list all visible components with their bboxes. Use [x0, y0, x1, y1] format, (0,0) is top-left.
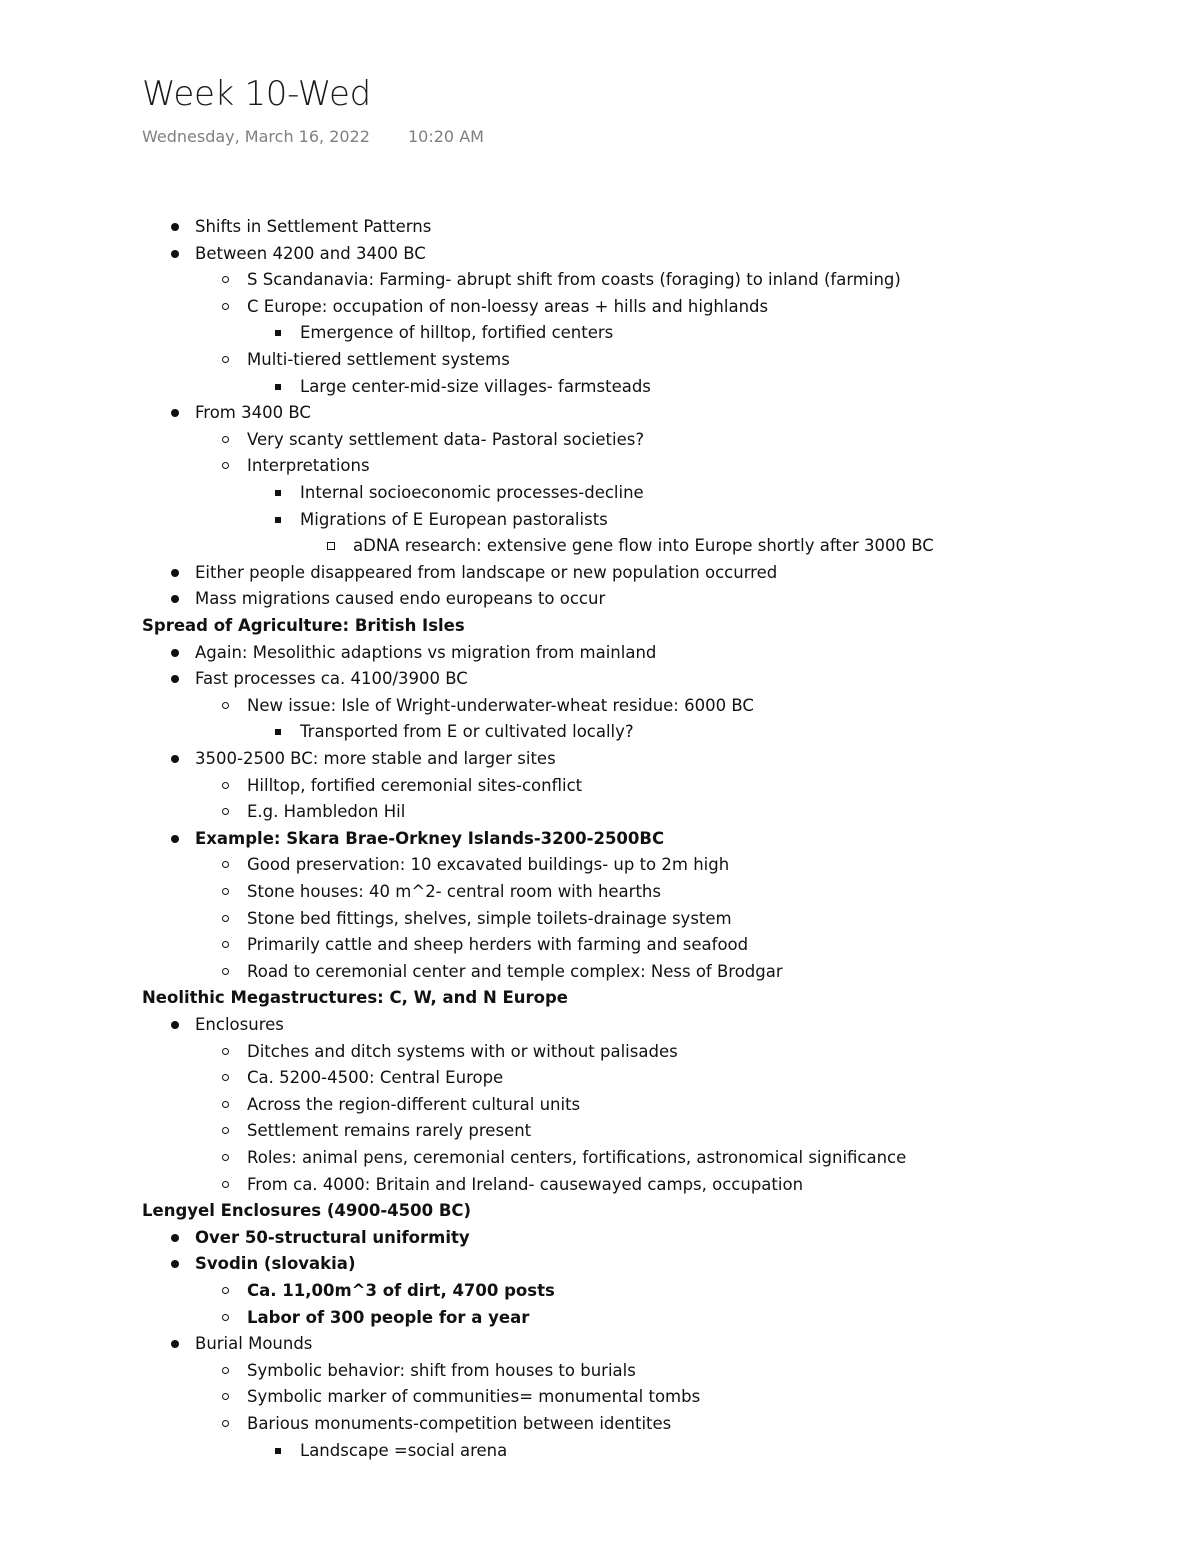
list-item: Very scanty settlement data- Pastoral societies? — [247, 430, 645, 449]
list-item: Hilltop, fortified ceremonial sites-conflict — [247, 776, 583, 795]
list-item: aDNA research: extensive gene flow into Europe shortly after 3000 BC — [353, 536, 934, 555]
square-bullet-icon — [275, 490, 281, 496]
list-item: Over 50-structural uniformity — [195, 1228, 470, 1247]
circle-bullet-icon — [222, 1048, 229, 1055]
circle-bullet-icon — [222, 1420, 229, 1427]
square-bullet-icon — [275, 330, 281, 336]
list-item: Large center-mid-size villages- farmsteads — [300, 377, 651, 396]
list-item: S Scandanavia: Farming- abrupt shift from coasts (foraging) to inland (farming) — [247, 270, 901, 289]
list-item: Mass migrations caused endo europeans to occur — [195, 589, 606, 608]
list-item: E.g. Hambledon Hil — [247, 802, 406, 821]
disc-bullet-icon — [171, 649, 179, 657]
list-item: Interpretations — [247, 456, 370, 475]
circle-bullet-icon — [222, 941, 229, 948]
circle-bullet-icon — [222, 702, 229, 709]
circle-bullet-icon — [222, 1154, 229, 1161]
circle-bullet-icon — [222, 1367, 229, 1374]
square-bullet-icon — [275, 1448, 281, 1454]
disc-bullet-icon — [171, 1234, 179, 1242]
disc-bullet-icon — [171, 1021, 179, 1029]
list-item: Again: Mesolithic adaptions vs migration from mainland — [195, 643, 657, 662]
list-item: Symbolic behavior: shift from houses to burials — [247, 1361, 636, 1380]
disc-bullet-icon — [171, 595, 179, 603]
circle-bullet-icon — [222, 1287, 229, 1294]
disc-bullet-icon — [171, 755, 179, 763]
list-item: Settlement remains rarely present — [247, 1121, 532, 1140]
circle-bullet-icon — [222, 436, 229, 443]
section-heading: Neolithic Megastructures: C, W, and N Europe — [142, 988, 568, 1007]
page-title: Week 10-Wed — [142, 74, 371, 114]
circle-bullet-icon — [222, 1181, 229, 1188]
disc-bullet-icon — [171, 409, 179, 417]
disc-bullet-icon — [171, 675, 179, 683]
list-item: Ca. 5200-4500: Central Europe — [247, 1068, 504, 1087]
circle-bullet-icon — [222, 1127, 229, 1134]
list-item: Landscape =social arena — [300, 1441, 508, 1460]
circle-bullet-icon — [222, 356, 229, 363]
circle-bullet-icon — [222, 1074, 229, 1081]
list-item: Internal socioeconomic processes-decline — [300, 483, 644, 502]
list-item: New issue: Isle of Wright-underwater-wheat residue: 6000 BC — [247, 696, 754, 715]
list-item: Enclosures — [195, 1015, 284, 1034]
square-bullet-icon — [275, 384, 281, 390]
circle-bullet-icon — [222, 1393, 229, 1400]
square-bullet-icon — [275, 729, 281, 735]
square-bullet-icon — [275, 517, 281, 523]
disc-bullet-icon — [171, 223, 179, 231]
disc-bullet-icon — [171, 1260, 179, 1268]
note-time: 10:20 AM — [408, 127, 484, 146]
list-item: Good preservation: 10 excavated buildings- up to 2m high — [247, 855, 730, 874]
list-item: Example: Skara Brae-Orkney Islands-3200-2500BC — [195, 829, 665, 848]
list-item: Multi-tiered settlement systems — [247, 350, 510, 369]
disc-bullet-icon — [171, 569, 179, 577]
list-item: Between 4200 and 3400 BC — [195, 244, 426, 263]
list-item: Symbolic marker of communities= monumental tombs — [247, 1387, 701, 1406]
disc-bullet-icon — [171, 250, 179, 258]
note-timestamp — [142, 127, 484, 146]
circle-bullet-icon — [222, 968, 229, 975]
list-item: Road to ceremonial center and temple complex: Ness of Brodgar — [247, 962, 783, 981]
list-item: Transported from E or cultivated locally? — [300, 722, 634, 741]
list-item: Primarily cattle and sheep herders with farming and seafood — [247, 935, 749, 954]
circle-bullet-icon — [222, 1101, 229, 1108]
list-item: From ca. 4000: Britain and Ireland- causewayed camps, occupation — [247, 1175, 804, 1194]
list-item: Ca. 11,00m^3 of dirt, 4700 posts — [247, 1281, 555, 1300]
list-item: 3500-2500 BC: more stable and larger sites — [195, 749, 556, 768]
list-item: Roles: animal pens, ceremonial centers, fortifications, astronomical significance — [247, 1148, 907, 1167]
circle-bullet-icon — [222, 915, 229, 922]
list-item: Migrations of E European pastoralists — [300, 510, 608, 529]
note-date: Wednesday, March 16, 2022 — [142, 127, 370, 146]
circle-bullet-icon — [222, 782, 229, 789]
list-item: Stone bed fittings, shelves, simple toilets-drainage system — [247, 909, 732, 928]
disc-bullet-icon — [171, 1340, 179, 1348]
circle-bullet-icon — [222, 303, 229, 310]
list-item: Emergence of hilltop, fortified centers — [300, 323, 614, 342]
circle-bullet-icon — [222, 808, 229, 815]
section-heading: Spread of Agriculture: British Isles — [142, 616, 465, 635]
list-item: Barious monuments-competition between identites — [247, 1414, 672, 1433]
list-item: Svodin (slovakia) — [195, 1254, 356, 1273]
circle-bullet-icon — [222, 1314, 229, 1321]
circle-bullet-icon — [222, 861, 229, 868]
list-item: Fast processes ca. 4100/3900 BC — [195, 669, 468, 688]
circle-bullet-icon — [222, 888, 229, 895]
hollow-square-bullet-icon — [327, 542, 335, 550]
list-item: Across the region-different cultural units — [247, 1095, 581, 1114]
list-item: From 3400 BC — [195, 403, 311, 422]
disc-bullet-icon — [171, 835, 179, 843]
list-item: Burial Mounds — [195, 1334, 313, 1353]
circle-bullet-icon — [222, 276, 229, 283]
list-item: Shifts in Settlement Patterns — [195, 217, 432, 236]
list-item: C Europe: occupation of non-loessy areas + hills and highlands — [247, 297, 769, 316]
circle-bullet-icon — [222, 462, 229, 469]
section-heading: Lengyel Enclosures (4900-4500 BC) — [142, 1201, 472, 1220]
list-item: Labor of 300 people for a year — [247, 1308, 530, 1327]
list-item: Stone houses: 40 m^2- central room with hearths — [247, 882, 661, 901]
list-item: Either people disappeared from landscape or new population occurred — [195, 563, 778, 582]
list-item: Ditches and ditch systems with or without palisades — [247, 1042, 678, 1061]
